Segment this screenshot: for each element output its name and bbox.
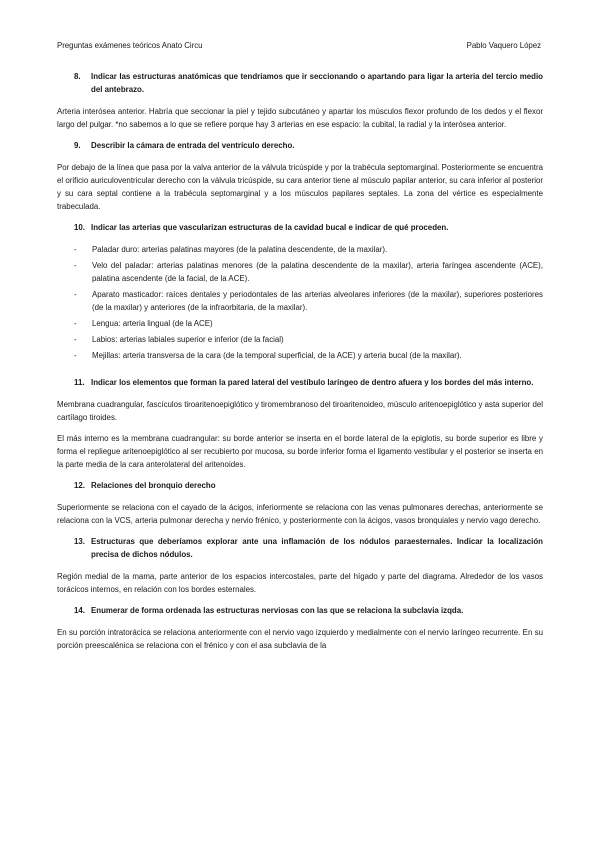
question-11: [74, 376, 543, 389]
bullet-dash: -: [74, 290, 77, 299]
answer-12: Superiormente se relaciona con el cayado de la ácigos, inferiormente se relaciona con las venas pulmonares derechas, anteriormente se relaciona con la VCS, arteria pulmonar derecha y nervio frénico, y posteriormente con la ácigos, vasos bronquiales y nervio vago derecho.: [57, 503, 543, 525]
answer-14: En su porción intratorácica se relaciona anteriormente con el nervio vago izquierdo y medialmente con el nervio laríngeo recurrente. En su porción preescalénica se relaciona con el frénico y con el asa subclavia de la: [57, 628, 543, 650]
answer-8: Arteria interósea anterior. Habría que seccionar la piel y tejido subcutáneo y apartar los músculos flexor profundo de los dedos y el flexor largo del pulgar. *no sabemos a lo que se refiere porque hay 3 arterias en ese espacio: la cubital, la radial y la interósea anterior.: [57, 107, 543, 129]
question-12: [74, 479, 543, 492]
question-number: 13.: [74, 537, 85, 546]
question-9: [74, 139, 543, 152]
question-number: 9.: [74, 141, 81, 150]
page-content: [57, 70, 543, 660]
question-text: Estructuras que deberíamos explorar ante una inflamación de los nódulos paraesternales. Indicar la localización precisa de dichos nódulos.: [91, 537, 543, 559]
list-item: - Velo del paladar: arterias palatinas menores (de la palatina descendente de la maxilar), arteria faríngea ascendente (ACE), palatina ascendente (de la facial, de la ACE).: [57, 259, 543, 285]
bullet-dash: -: [74, 319, 77, 328]
question-text: Indicar las estructuras anatómicas que tendríamos que ir seccionando o apartando para ligar la arteria del tercio medio del antebrazo.: [91, 72, 543, 94]
answer-10-list: [57, 243, 543, 362]
question-text: Relaciones del bronquio derecho: [91, 481, 216, 490]
bullet-dash: -: [74, 261, 77, 270]
list-item: - Paladar duro: arterias palatinas mayores (de la palatina descendente, de la maxilar).: [57, 243, 543, 256]
answer-11-part-1: Membrana cuadrangular, fascículos tiroaritenoepiglótico y tiromembranoso del tiroaritenoideo, músculo aritenoepiglótico y asta superior del cartílago tiroides.: [57, 400, 543, 422]
answer-9: Por debajo de la línea que pasa por la valva anterior de la válvula tricúspide y por la trabécula septomarginal. Posteriormente se encuentra el orificio auriculoventricular derecho con la válvula tricúspide, su cara anterior tiene al músculo papilar anterior, su cara inferior al posterior y su cara septal contiene a la trabécula septomarginal y a los músculos papilares septales. La zona del vértice es especialmente trabeculada.: [57, 163, 543, 211]
question-text: Indicar los elementos que forman la pared lateral del vestíbulo laríngeo de dentro afuera y los bordes del más interno.: [91, 378, 534, 387]
bullet-dash: -: [74, 351, 77, 360]
answer-13: Región medial de la mama, parte anterior de los espacios intercostales, parte del hígado y parte del diagrama. Alrededor de los vasos torácicos internos, en relación con los bordes esternales.: [57, 572, 543, 594]
question-10: [74, 221, 543, 234]
question-text: Enumerar de forma ordenada las estructuras nerviosas con las que se relaciona la subclavia izqda.: [91, 606, 464, 615]
question-8: [74, 70, 543, 96]
question-14: [74, 604, 543, 617]
header-author: Pablo Vaquero López: [466, 41, 541, 50]
list-item: - Labios: arterias labiales superior e inferior (de la facial): [57, 333, 543, 346]
question-text: Indicar las arterias que vascularizan estructuras de la cavidad bucal e indicar de qué proceden.: [91, 223, 449, 232]
question-number: 8.: [74, 72, 81, 81]
header-title: Preguntas exámenes teóricos Anato Circu: [57, 41, 203, 50]
list-item: - Aparato masticador: raíces dentales y periodontales de las arterias alveolares inferiores (de la maxilar), superiores posteriores (de la maxilar) y anteriores (de la infraorbitaria, de la maxilar).: [57, 288, 543, 314]
question-13: [74, 535, 543, 561]
question-text: Describir la cámara de entrada del ventrículo derecho.: [91, 141, 295, 150]
list-item: - Mejillas: arteria transversa de la cara (de la temporal superficial, de la ACE) y arteria bucal (de la maxilar).: [57, 349, 543, 362]
question-number: 10.: [74, 223, 85, 232]
question-number: 12.: [74, 481, 85, 490]
bullet-dash: -: [74, 335, 77, 344]
answer-11-part-2: El más interno es la membrana cuadrangular: su borde anterior se inserta en el borde lateral de la epiglotis, su borde superior es libre y forma el repliegue aritenoepiglótico al ser recubierto por mucosa, su borde inferior forma el ligamento vestibular y el posterior se inserta en la parte media de la cara anterolateral del aritenoides.: [57, 434, 543, 469]
question-number: 11.: [74, 378, 85, 387]
bullet-dash: -: [74, 245, 77, 254]
question-number: 14.: [74, 606, 85, 615]
list-item: - Lengua: arteria lingual (de la ACE): [57, 317, 543, 330]
